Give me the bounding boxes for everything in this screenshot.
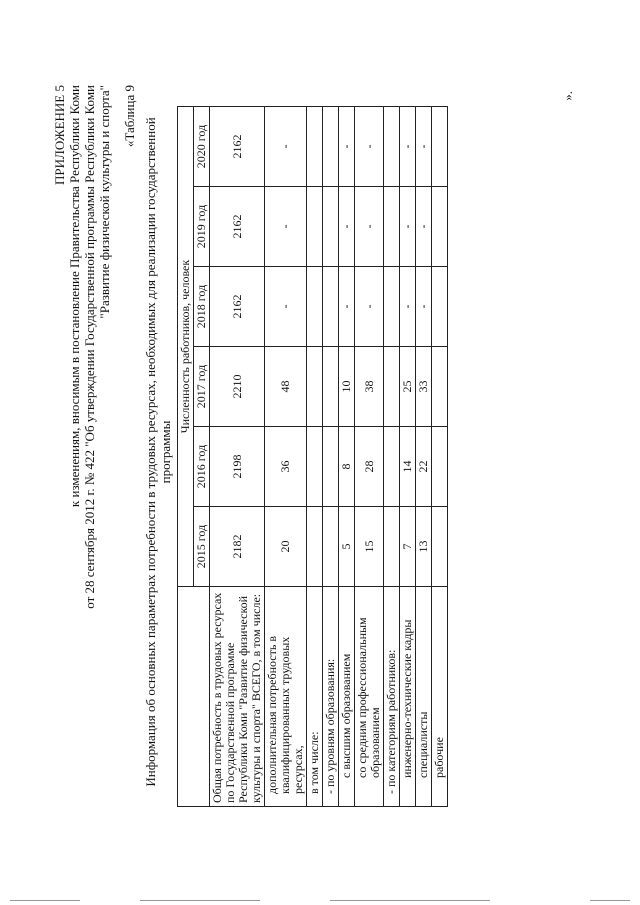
value-cell: 22	[416, 427, 432, 507]
header-empty-cell	[178, 587, 210, 807]
appendix-line-3: от 28 сентября 2012 г. № 422 "Об утверждении Государственной программы Республики Коми	[82, 85, 97, 609]
value-cell: 20	[265, 507, 307, 587]
value-cell	[384, 507, 400, 587]
value-cell	[432, 507, 448, 587]
value-cell: -	[400, 187, 416, 267]
value-cell	[307, 507, 323, 587]
year-header-cell: 2017 год	[194, 347, 210, 427]
table-row	[265, 106, 307, 806]
value-cell: 10	[339, 347, 355, 427]
value-cell: 2210	[210, 347, 265, 427]
value-cell	[432, 187, 448, 267]
value-cell: 33	[416, 347, 432, 427]
value-cell: -	[416, 106, 432, 186]
table-number-label: «Таблица 9	[122, 85, 137, 148]
table-row	[307, 106, 323, 806]
value-cell: -	[400, 106, 416, 186]
row-label: - по уровням образования:	[323, 587, 339, 807]
year-header-cell: 2020 год	[194, 106, 210, 186]
workforce-table	[177, 106, 448, 807]
value-cell: 2162	[210, 187, 265, 267]
value-cell	[384, 267, 400, 347]
value-cell: 2182	[210, 507, 265, 587]
closing-quote: ».	[560, 91, 575, 101]
value-cell: 13	[416, 507, 432, 587]
value-cell	[323, 106, 339, 186]
row-label: инженерно-технические кадры	[400, 587, 416, 807]
year-header-cell: 2018 год	[194, 267, 210, 347]
year-header-cell: 2016 год	[194, 427, 210, 507]
value-cell	[307, 267, 323, 347]
table-row	[432, 106, 448, 806]
value-cell	[307, 106, 323, 186]
value-cell	[323, 267, 339, 347]
value-cell: -	[355, 267, 384, 347]
table-row	[416, 106, 432, 806]
value-cell: 36	[265, 427, 307, 507]
row-label: дополнительная потребность в квалифицированных трудовых ресурсах,	[265, 587, 307, 807]
table-row	[355, 106, 384, 806]
value-cell: -	[416, 187, 432, 267]
value-cell: -	[400, 267, 416, 347]
value-cell: 8	[339, 427, 355, 507]
value-cell: 38	[355, 347, 384, 427]
value-cell	[432, 106, 448, 186]
value-cell: 25	[400, 347, 416, 427]
scan-artifact-line	[330, 900, 490, 901]
value-cell: 15	[355, 507, 384, 587]
value-cell: 7	[400, 507, 416, 587]
value-cell: -	[265, 187, 307, 267]
value-cell	[384, 347, 400, 427]
row-label: специалисты	[416, 587, 432, 807]
value-cell: 28	[355, 427, 384, 507]
row-label: рабочие	[432, 587, 448, 807]
value-cell	[384, 106, 400, 186]
value-cell	[323, 507, 339, 587]
value-cell: -	[355, 187, 384, 267]
value-cell	[432, 427, 448, 507]
value-cell: -	[355, 106, 384, 186]
table-body	[210, 106, 448, 806]
row-label: Общая потребность в трудовых ресурсах по Государственной программе Республики Коми "Развитие физической культуры и спорта" ВСЕГО, в том числе:	[210, 587, 265, 807]
value-cell: -	[339, 106, 355, 186]
row-label: с высшим образованием	[339, 587, 355, 807]
scan-artifact-line	[140, 900, 260, 901]
table-row	[339, 106, 355, 806]
year-header-cell: 2015 год	[194, 507, 210, 587]
table-row	[400, 106, 416, 806]
appendix-line-2: к изменениям, вносимым в постановление Правительства Республики Коми	[67, 85, 82, 508]
table-caption: Информация об основных параметрах потребности в трудовых ресурсах, необходимых для реализации государственной программы	[143, 117, 173, 787]
table-row	[384, 106, 400, 806]
value-cell	[432, 347, 448, 427]
table-row	[210, 106, 265, 806]
value-cell: -	[265, 106, 307, 186]
value-cell	[323, 187, 339, 267]
value-cell	[384, 187, 400, 267]
appendix-header	[52, 85, 112, 645]
table-header-row-group	[178, 106, 194, 806]
group-header: Численность работников, человек	[178, 106, 194, 586]
value-cell	[432, 267, 448, 347]
document-sheet	[40, 57, 600, 847]
value-cell: -	[416, 267, 432, 347]
value-cell: 2162	[210, 106, 265, 186]
appendix-line-4: "Развитие физической культуры и спорта"	[97, 85, 112, 319]
scan-artifact-line	[590, 900, 630, 901]
value-cell: -	[265, 267, 307, 347]
value-cell: 48	[265, 347, 307, 427]
value-cell: 5	[339, 507, 355, 587]
value-cell: 2198	[210, 427, 265, 507]
table-row	[323, 106, 339, 806]
value-cell	[323, 347, 339, 427]
value-cell: -	[339, 267, 355, 347]
row-label: со средним профессиональным образованием	[355, 587, 384, 807]
appendix-title: ПРИЛОЖЕНИЕ 5	[52, 85, 67, 185]
value-cell	[307, 427, 323, 507]
value-cell	[307, 347, 323, 427]
row-label: - по категориям работников:	[384, 587, 400, 807]
value-cell	[323, 427, 339, 507]
value-cell: 2162	[210, 267, 265, 347]
value-cell: 14	[400, 427, 416, 507]
value-cell	[307, 187, 323, 267]
row-label: в том числе:	[307, 587, 323, 807]
year-header-cell: 2019 год	[194, 187, 210, 267]
value-cell	[384, 427, 400, 507]
scan-artifact-line	[10, 900, 80, 901]
value-cell: -	[339, 187, 355, 267]
